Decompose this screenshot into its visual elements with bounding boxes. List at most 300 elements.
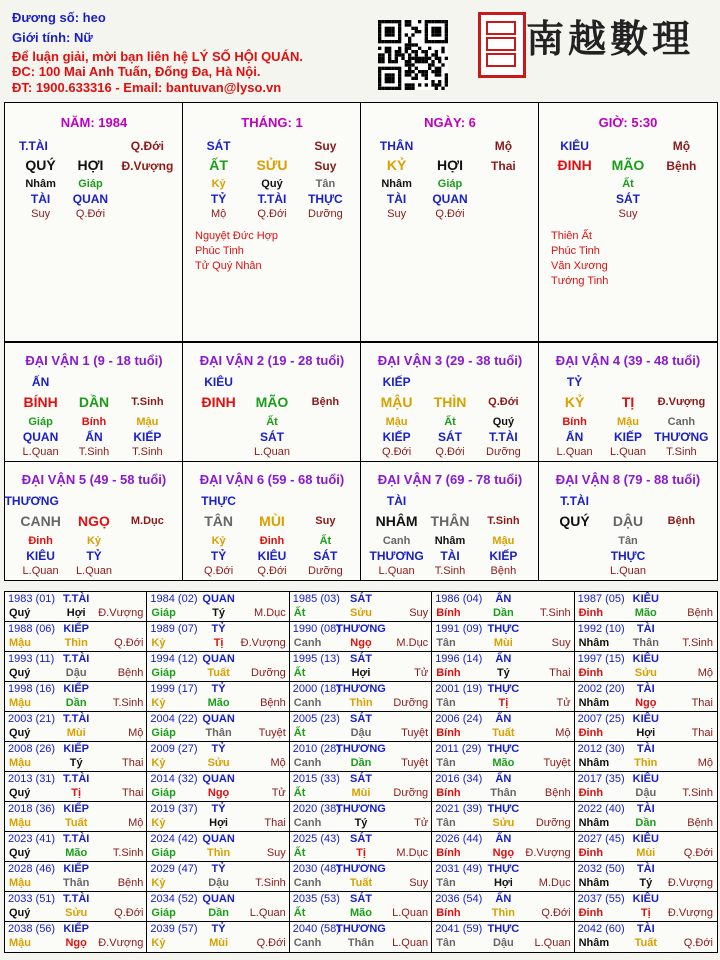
life-stage: T.Sinh	[487, 515, 520, 527]
hidden-god: TỶ	[210, 549, 227, 563]
year-branch: Dần	[65, 697, 87, 709]
year-stem: Mậu	[9, 697, 31, 709]
year-cell[interactable]	[4, 771, 148, 803]
year-stage: Dưỡng	[393, 787, 429, 799]
year-cell[interactable]	[289, 621, 433, 653]
year-cell[interactable]	[146, 651, 290, 683]
year-label: 1987 (05)	[577, 593, 625, 605]
year-cell[interactable]	[574, 891, 718, 923]
year-stem: Đinh	[578, 607, 604, 619]
hidden-stage: T.Sinh	[78, 446, 110, 458]
year-cell[interactable]	[146, 741, 290, 773]
hidden-god: TÀI	[30, 192, 51, 206]
year-ten-god: THƯƠNG	[336, 803, 386, 815]
hidden-god: ẤN	[565, 430, 584, 444]
year-cell[interactable]	[4, 861, 148, 893]
year-ten-god: TÀI	[636, 803, 655, 815]
year-cell[interactable]	[574, 621, 718, 653]
year-stage: Q.Đới	[114, 907, 144, 919]
client-name: Đương số: heo	[12, 10, 106, 25]
year-branch: Mão	[65, 847, 88, 859]
ten-god-label: KIẾP	[382, 375, 411, 389]
year-label: 2029 (47)	[150, 863, 198, 875]
brand-logo: 南越數理	[526, 16, 695, 61]
year-branch: Hợi	[66, 607, 86, 619]
year-ten-god: QUAN	[202, 713, 235, 725]
dai-van-2[interactable]	[182, 342, 362, 462]
year-cell[interactable]	[431, 591, 575, 623]
year-cell[interactable]	[574, 861, 718, 893]
year-ten-god: QUAN	[202, 593, 235, 605]
year-stage: Đ.Vượng	[667, 907, 713, 919]
year-stem: Canh	[293, 877, 322, 889]
year-stem: Quý	[9, 607, 31, 619]
year-cell[interactable]	[289, 681, 433, 713]
year-cell[interactable]	[289, 711, 433, 743]
year-stem: Giáp	[151, 667, 176, 679]
year-cell[interactable]	[431, 831, 575, 863]
year-cell[interactable]	[4, 591, 148, 623]
year-label: 2012 (30)	[577, 743, 625, 755]
year-ten-god: THƯƠNG	[336, 743, 386, 755]
year-label: 2010 (28)	[292, 743, 340, 755]
year-cell[interactable]	[146, 621, 290, 653]
year-cell[interactable]	[4, 891, 148, 923]
year-cell[interactable]	[574, 741, 718, 773]
year-stage: Thai	[121, 787, 144, 799]
year-label: 2014 (32)	[150, 773, 198, 785]
year-branch: Thân	[205, 727, 232, 739]
ten-god-label: Mộ	[672, 139, 691, 153]
year-stage: L.Quan	[534, 937, 571, 949]
year-label: 1983 (01)	[8, 593, 56, 605]
year-label: 2005 (23)	[292, 713, 340, 725]
year-label: 2017 (35)	[577, 773, 625, 785]
year-stage: Thai	[691, 727, 713, 739]
year-ten-god: TỶ	[211, 743, 226, 755]
hidden-stage: Q.Đới	[381, 446, 412, 458]
year-stage: M.Dục	[254, 607, 286, 619]
year-cell[interactable]	[289, 891, 433, 923]
year-stage: Suy	[551, 637, 571, 649]
stem-branch: QUÝ	[25, 157, 56, 173]
year-stage: Dưỡng	[393, 697, 429, 709]
pillar-4[interactable]	[538, 102, 718, 342]
year-cell[interactable]	[4, 741, 148, 773]
auspicious-star: Phúc Tinh	[551, 245, 600, 257]
year-ten-god: ẤN	[495, 833, 512, 845]
hidden-stem: Đinh	[259, 535, 285, 547]
year-branch: Dần	[635, 817, 657, 829]
year-stage: Bệnh	[687, 817, 713, 829]
year-branch: Dần	[350, 757, 372, 769]
year-ten-god: ẤN	[495, 593, 512, 605]
year-branch: Thìn	[64, 637, 88, 649]
life-stage: Q.Đới	[488, 396, 519, 408]
year-stem: Giáp	[151, 727, 176, 739]
hidden-god: T.TÀI	[489, 430, 518, 444]
year-cell[interactable]	[146, 921, 290, 953]
auspicious-star: Văn Xương	[551, 260, 608, 272]
hidden-stage: Q.Đới	[203, 565, 234, 577]
dai-van-6[interactable]	[182, 461, 362, 581]
year-label: 1998 (16)	[8, 683, 56, 695]
year-stage: Mộ	[697, 667, 713, 679]
year-cell[interactable]	[4, 681, 148, 713]
year-stage: Thai	[121, 757, 144, 769]
dai-van-4[interactable]	[538, 342, 718, 462]
year-stage: Bệnh	[260, 697, 286, 709]
year-ten-god: ẤN	[495, 653, 512, 665]
year-branch: Thìn	[634, 757, 658, 769]
year-branch: Tuất	[64, 817, 88, 829]
pillar-2[interactable]	[182, 102, 362, 342]
year-cell[interactable]	[146, 591, 290, 623]
year-stage: M.Dục	[396, 637, 429, 649]
year-label: 2002 (20)	[577, 683, 625, 695]
year-ten-god: THỰC	[487, 743, 520, 755]
year-stem: Tân	[436, 637, 456, 649]
hidden-stage: Bệnh	[490, 565, 517, 577]
year-stem: Quý	[9, 907, 31, 919]
year-cell[interactable]	[4, 831, 148, 863]
year-stem: Ất	[293, 727, 306, 739]
dai-van-3[interactable]	[360, 342, 540, 462]
year-branch: Hợi	[209, 817, 228, 829]
seal-stamp-icon	[478, 12, 526, 78]
year-ten-god: THƯƠNG	[336, 863, 386, 875]
year-stem: Kỷ	[151, 937, 166, 949]
hidden-stage: L.Quan	[75, 565, 113, 577]
year-stem: Nhâm	[578, 637, 610, 649]
year-stem: Giáp	[151, 787, 176, 799]
contact-address: ĐC: 100 Mai Anh Tuấn, Đống Đa, Hà Nội.	[12, 64, 261, 79]
stem-label: ĐINH	[201, 394, 236, 410]
year-stage: Mộ	[128, 727, 144, 739]
year-cell[interactable]	[431, 741, 575, 773]
year-branch: Tuất	[207, 667, 230, 679]
year-branch: Thân	[490, 787, 517, 799]
stem-label: BÍNH	[23, 394, 58, 410]
year-ten-god: KIẾP	[63, 803, 90, 815]
year-cell[interactable]	[289, 741, 433, 773]
year-stage: Q.Đới	[114, 637, 144, 649]
year-stem: Bính	[436, 907, 461, 919]
year-ten-god: KIÊU	[632, 833, 659, 845]
year-ten-god: TỶ	[211, 683, 226, 695]
ten-god-label: ẤN	[31, 375, 50, 389]
year-cell[interactable]	[574, 831, 718, 863]
year-branch: Thân	[63, 877, 90, 889]
hidden-stage: L.Quan	[378, 565, 415, 577]
dai-van-title: ĐẠI VẬN 5 (49 - 58 tuổi)	[21, 472, 167, 487]
year-branch: Mùi	[351, 787, 371, 799]
year-cell[interactable]	[146, 801, 290, 833]
year-label: 1985 (03)	[292, 593, 340, 605]
year-ten-god: QUAN	[202, 833, 235, 845]
year-stage: Mộ	[128, 817, 144, 829]
year-cell[interactable]	[289, 921, 433, 953]
branch-label: MÙI	[259, 513, 285, 529]
stem-label: QUÝ	[559, 513, 590, 529]
life-stage: Đ.Vượng	[657, 396, 706, 408]
year-stem: Giáp	[151, 907, 176, 919]
year-branch: Dậu	[350, 727, 372, 739]
year-stage: T.Sinh	[112, 847, 144, 859]
year-branch: Mùi	[66, 727, 86, 739]
year-stage: Tuyệt	[543, 757, 571, 769]
pillar-title: NĂM: 1984	[60, 115, 128, 130]
year-branch: Mùi	[493, 637, 513, 649]
auspicious-star: Tử Quý Nhân	[195, 260, 262, 272]
year-label: 2027 (45)	[577, 833, 625, 845]
life-stage: Suy	[315, 515, 336, 527]
hidden-stem: Nhâm	[381, 178, 412, 190]
year-ten-god: KIẾP	[63, 623, 90, 635]
client-gender: Giới tính: Nữ	[12, 30, 93, 45]
year-ten-god: QUAN	[202, 773, 235, 785]
year-branch: Tý	[496, 667, 510, 679]
branch-label: DẬU	[612, 513, 644, 529]
year-branch: Sửu	[634, 667, 657, 679]
year-cell[interactable]	[431, 771, 575, 803]
stem-label: TÂN	[204, 513, 233, 529]
year-cell[interactable]	[289, 861, 433, 893]
year-ten-god: KIẾP	[63, 683, 90, 695]
year-stem: Bính	[436, 727, 461, 739]
qr-code-icon[interactable]	[378, 20, 448, 90]
year-ten-god: THỰC	[487, 623, 520, 635]
dai-van-8[interactable]	[538, 461, 718, 581]
year-label: 2035 (53)	[292, 893, 340, 905]
hidden-god: KIẾP	[382, 430, 411, 444]
year-cell[interactable]	[431, 801, 575, 833]
year-cell[interactable]	[431, 921, 575, 953]
year-cell[interactable]	[146, 711, 290, 743]
year-branch: Tý	[212, 607, 225, 619]
year-cell[interactable]	[431, 651, 575, 683]
hidden-god: SÁT	[438, 430, 462, 444]
hidden-stage: Dưỡng	[308, 565, 343, 577]
year-stem: Tân	[436, 697, 456, 709]
year-stem: Đinh	[578, 847, 604, 859]
hidden-god: QUAN	[432, 192, 468, 206]
year-stem: Kỷ	[151, 757, 166, 769]
dai-van-title: ĐẠI VẬN 7 (69 - 78 tuổi)	[377, 472, 523, 487]
year-stem: Đinh	[578, 907, 604, 919]
year-ten-god: KIÊU	[632, 773, 659, 785]
year-branch: Tuất	[349, 877, 373, 889]
stem-label: KỶ	[564, 394, 585, 410]
hidden-stage: T.Sinh	[434, 565, 466, 577]
year-branch: Sửu	[65, 907, 88, 919]
stem-branch: ẤT	[209, 157, 228, 173]
hidden-god: TÀI	[440, 549, 460, 563]
year-label: 2037 (55)	[577, 893, 625, 905]
year-ten-god: T.TÀI	[63, 773, 90, 785]
hidden-god: SÁT	[313, 549, 338, 563]
pillar-1[interactable]	[4, 102, 184, 342]
hidden-stem: Bính	[562, 416, 587, 428]
year-branch: Tị	[213, 637, 224, 649]
hidden-stage: T.Sinh	[132, 446, 163, 458]
year-stage: Thai	[264, 817, 286, 829]
year-cell[interactable]	[574, 591, 718, 623]
ten-god-label: TỶ	[566, 375, 583, 389]
hidden-god: QUAN	[72, 192, 109, 206]
year-ten-god: KIẾP	[63, 743, 90, 755]
year-stage: Mộ	[697, 757, 713, 769]
year-label: 2033 (51)	[8, 893, 56, 905]
year-stage: Q.Đới	[683, 847, 713, 859]
year-stage: Suy	[409, 607, 429, 619]
year-ten-god: T.TÀI	[63, 833, 90, 845]
year-cell[interactable]	[431, 681, 575, 713]
year-cell[interactable]	[146, 861, 290, 893]
dai-van-5[interactable]	[4, 461, 184, 581]
year-ten-god: SÁT	[349, 593, 372, 605]
hidden-stem: Nhâm	[25, 178, 56, 190]
year-stem: Tân	[436, 817, 456, 829]
year-cell[interactable]	[146, 831, 290, 863]
year-ten-god: THƯƠNG	[336, 923, 386, 935]
year-cell[interactable]	[289, 591, 433, 623]
hidden-stem: Mậu	[492, 535, 515, 547]
year-cell[interactable]	[289, 651, 433, 683]
hidden-stem: Quý	[492, 416, 515, 428]
year-label: 2008 (26)	[8, 743, 56, 755]
year-cell[interactable]	[431, 891, 575, 923]
year-cell[interactable]	[4, 711, 148, 743]
year-cell[interactable]	[574, 801, 718, 833]
life-stage: T.Sinh	[131, 396, 164, 408]
year-stage: Bệnh	[544, 787, 571, 799]
year-branch: Hợi	[351, 667, 371, 679]
auspicious-star: Tướng Tinh	[551, 275, 609, 287]
year-cell[interactable]	[431, 711, 575, 743]
year-stem: Nhâm	[578, 697, 610, 709]
year-cell[interactable]	[289, 831, 433, 863]
year-cell[interactable]	[146, 771, 290, 803]
year-label: 1992 (10)	[577, 623, 625, 635]
year-stem: Mậu	[9, 877, 31, 889]
hidden-stage: L.Quan	[609, 446, 647, 458]
hidden-stem: Ất	[319, 535, 332, 547]
year-stage: T.Sinh	[540, 607, 571, 619]
year-branch: Dậu	[492, 937, 514, 949]
hidden-stage: L.Quan	[22, 446, 59, 458]
year-branch: Hợi	[636, 727, 656, 739]
year-cell[interactable]	[4, 921, 148, 953]
year-label: 1993 (11)	[8, 653, 55, 665]
ten-god-label: T.TÀI	[19, 139, 48, 153]
hidden-god: ẤN	[85, 430, 103, 444]
stem-branch: HỢI	[77, 157, 104, 173]
ten-god-label: Suy	[314, 139, 337, 153]
year-branch: Tý	[354, 817, 368, 829]
year-stem: Tân	[436, 937, 456, 949]
hidden-stage: Q.Đới	[257, 565, 287, 577]
year-branch: Mão	[634, 607, 657, 619]
year-cell[interactable]	[574, 681, 718, 713]
year-ten-god: TÀI	[636, 863, 655, 875]
year-cell[interactable]	[574, 651, 718, 683]
hidden-stem: Mậu	[385, 416, 408, 428]
year-cell[interactable]	[289, 771, 433, 803]
hidden-stem: Canh	[382, 535, 411, 547]
year-label: 2004 (22)	[150, 713, 198, 725]
year-branch: Tị	[640, 907, 651, 919]
year-cell[interactable]	[431, 621, 575, 653]
year-stem: Ất	[293, 847, 306, 859]
ten-god-label: Q.Đới	[130, 139, 164, 153]
year-cell[interactable]	[4, 651, 148, 683]
year-branch: Dần	[492, 607, 514, 619]
year-cell[interactable]	[146, 681, 290, 713]
year-stage: Q.Đới	[541, 907, 571, 919]
year-ten-god: SÁT	[349, 773, 372, 785]
life-stage: Bệnh	[666, 159, 697, 173]
year-cell[interactable]	[4, 801, 148, 833]
year-branch: Ngọ	[635, 697, 657, 709]
year-cell[interactable]	[574, 771, 718, 803]
year-stage: Tuyệt	[401, 727, 429, 739]
hidden-god: T.TÀI	[257, 192, 287, 206]
year-cell[interactable]	[574, 711, 718, 743]
branch-label: NGỌ	[78, 513, 110, 529]
stem-label: NHÂM	[375, 513, 418, 529]
year-label: 2026 (44)	[435, 833, 483, 845]
dai-van-title: ĐẠI VẬN 6 (59 - 68 tuổi)	[199, 472, 345, 487]
dai-van-1[interactable]	[4, 342, 184, 462]
pillar-3[interactable]	[360, 102, 540, 342]
branch-label: THÌN	[433, 394, 467, 410]
year-cell[interactable]	[4, 621, 148, 653]
year-stem: Canh	[293, 757, 322, 769]
life-stage: Đ.Vượng	[121, 159, 174, 173]
dai-van-7[interactable]	[360, 461, 540, 581]
year-label: 2041 (59)	[435, 923, 483, 935]
year-stem: Mậu	[9, 637, 31, 649]
year-cell[interactable]	[431, 861, 575, 893]
dai-van-title: ĐẠI VẬN 2 (19 - 28 tuổi)	[199, 353, 345, 368]
year-branch: Dần	[208, 907, 229, 919]
year-stage: Bệnh	[117, 877, 144, 889]
year-stem: Đinh	[578, 727, 604, 739]
life-stage: Bệnh	[667, 515, 696, 527]
year-stage: Suy	[266, 847, 286, 859]
year-branch: Tị	[498, 697, 509, 709]
ten-god-label: T.TÀI	[560, 494, 589, 508]
year-stem: Mậu	[9, 937, 31, 949]
year-label: 1991 (09)	[435, 623, 483, 635]
year-branch: Tý	[69, 757, 83, 769]
year-ten-god: THƯƠNG	[336, 623, 386, 635]
stem-branch: ĐINH	[557, 157, 592, 173]
hidden-stem: Quý	[261, 178, 283, 190]
year-cell[interactable]	[289, 801, 433, 833]
year-label: 2003 (21)	[8, 713, 56, 725]
hidden-stem: Kỷ	[86, 535, 102, 547]
contact-phone-email: ĐT: 1900.633316 - Email: bantuvan@lyso.vn	[12, 80, 282, 95]
year-branch: Sửu	[492, 817, 515, 829]
hidden-stem: Canh	[667, 416, 696, 428]
ten-god-label: THƯƠNG	[4, 494, 59, 508]
year-cell[interactable]	[574, 921, 718, 953]
year-label: 2036 (54)	[435, 893, 483, 905]
year-cell[interactable]	[146, 891, 290, 923]
year-ten-god: TÀI	[636, 923, 655, 935]
